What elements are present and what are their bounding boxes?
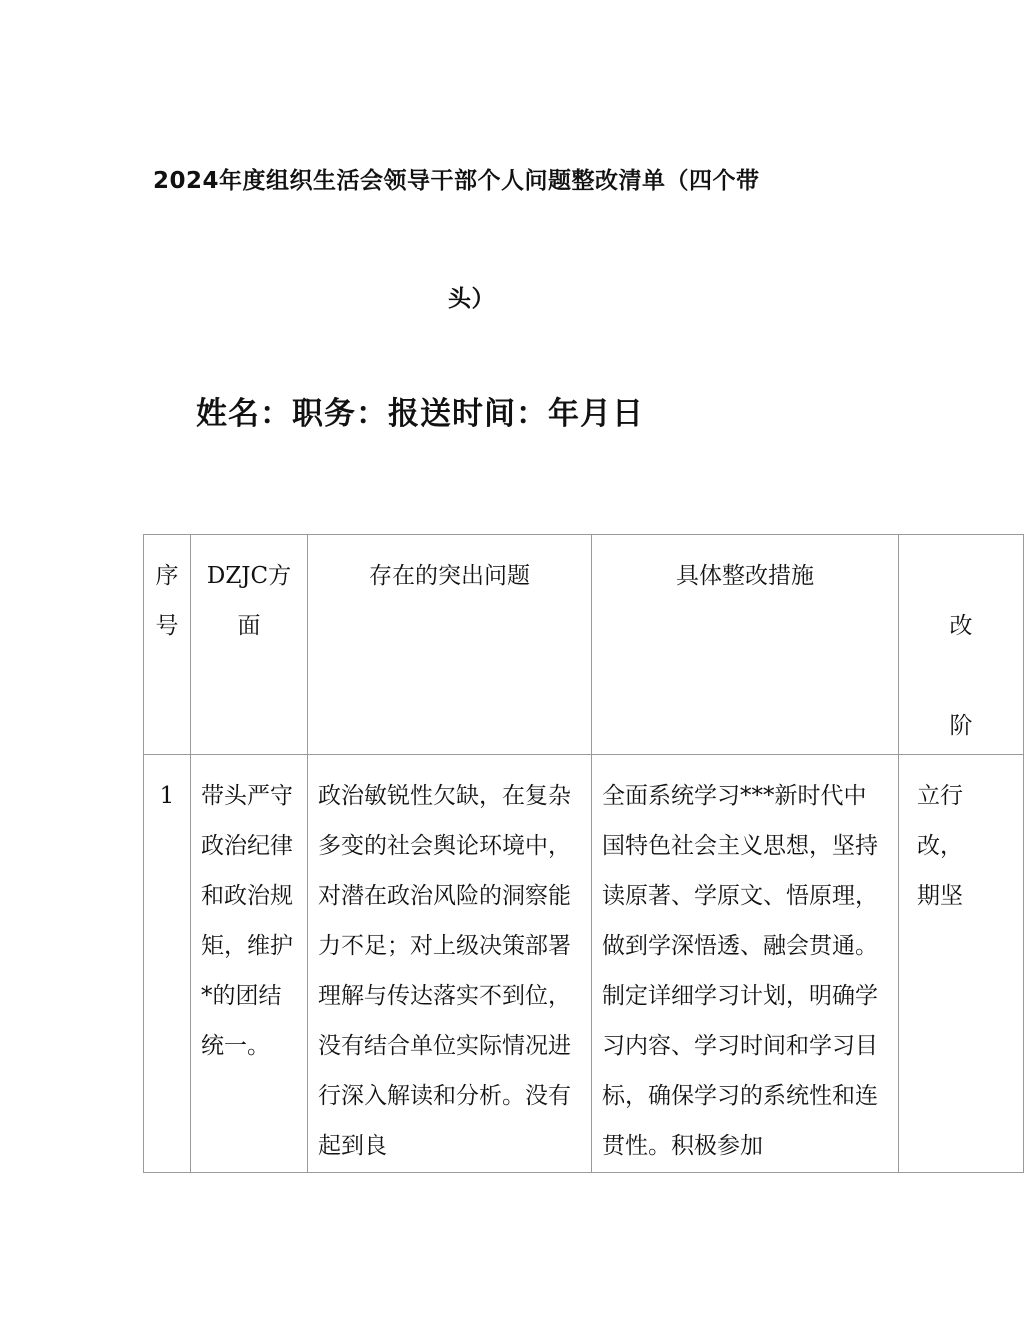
header-measure [592,535,899,755]
row-dzjc-cell [191,755,308,1173]
table-row [144,755,1024,1173]
row-measure: 全面系统学习***新时代中国特色社会主义思想，坚持读原著、学原文、悟原理，做到学深悟透、融会贯通。制定详细学习计划，明确学习内容、学习时间和学习目标，确保学习的系统性和连贯性。积极参加 [602,783,878,1159]
row-problem: 政治敏锐性欠缺，在复杂多变的社会舆论环境中，对潜在政治风险的洞察能力不足；对上级决策部署理解与传达落实不到位，没有结合单位实际情况进行深入解读和分析。没有起到良 [318,783,571,1159]
row-cut-text: 立行 改， 期坚 [917,783,963,909]
header-problem [308,535,592,755]
name-position-date-line: 姓名：职务：报送时间：年月日 [196,396,644,432]
rectification-table [143,534,1024,1173]
rectification-table-container [143,534,973,1174]
row-cut-cell [899,755,1024,1173]
row-dzjc: 带头严守政治纪律和政治规矩，维护*的团结统一。 [201,783,293,1059]
header-problem-label: 存在的突出问题 [369,563,530,589]
header-cut-label: 改 阶 [949,613,973,739]
table-header-row [144,535,1024,755]
header-dzjc [191,535,308,755]
header-cut-column [899,535,1024,755]
header-dzjc-label: DZJC方面 [206,563,292,639]
row-measure-cell [592,755,899,1173]
header-measure-label: 具体整改措施 [676,563,814,589]
row-problem-cell [308,755,592,1173]
row-seq-cell [144,755,191,1173]
header-seq [144,535,191,755]
document-title-line-1: 2024年度组织生活会领导干部个人问题整改清单（四个带 [153,168,760,194]
header-seq-label: 序号 [155,563,179,639]
document-title-line-2: 头） [448,286,495,312]
row-seq: 1 [159,783,175,809]
